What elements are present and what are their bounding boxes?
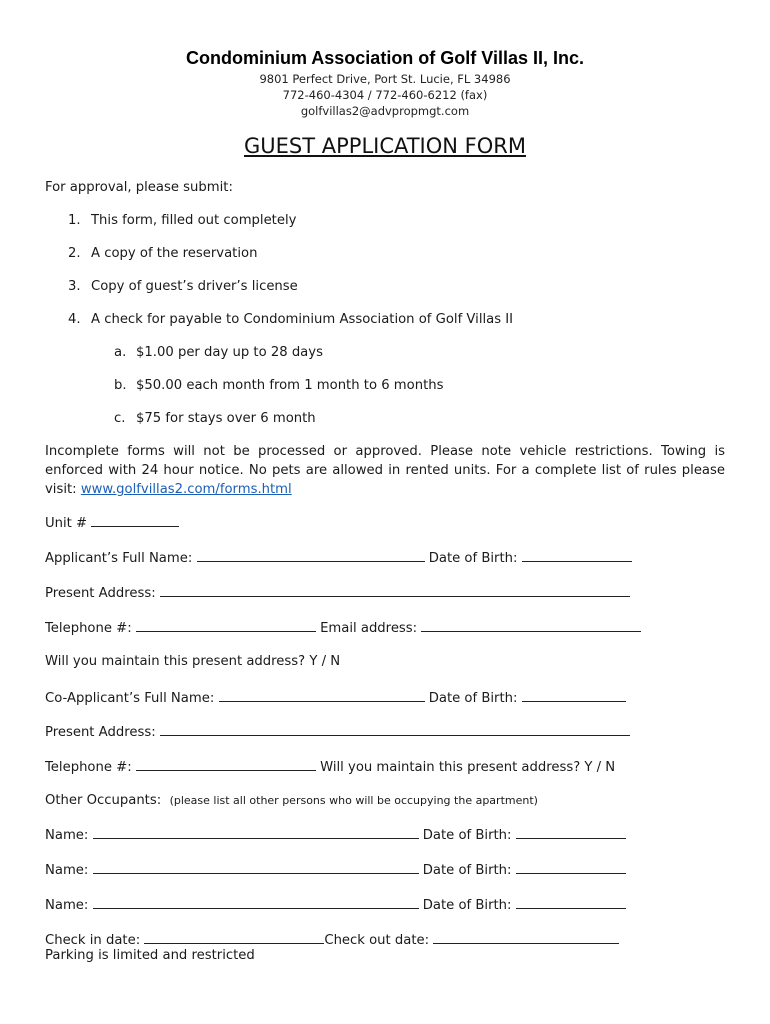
form-title: GUEST APPLICATION FORM — [244, 134, 526, 158]
occupant-3-name-blank[interactable] — [93, 896, 419, 909]
occupant-2-dob-label: Date of Birth: — [422, 863, 512, 878]
occupant-row-1 — [45, 826, 626, 843]
requirement-2-text: A copy of the reservation — [91, 246, 258, 261]
applicant-dob-blank[interactable] — [522, 549, 632, 562]
occupant-3-name-label: Name: — [45, 898, 89, 913]
parking-note: Parking is limited and restricted — [45, 948, 255, 963]
occupant-1-dob-label: Date of Birth: — [422, 828, 512, 843]
notice-paragraph — [45, 442, 725, 499]
requirement-4-number: 4. — [68, 312, 81, 327]
co-applicant-address-blank[interactable] — [160, 723, 630, 736]
association-email: golfvillas2@advpropmgt.com — [300, 104, 470, 118]
occupant-1-name-label: Name: — [45, 828, 89, 843]
co-applicant-telephone-blank[interactable] — [136, 758, 316, 771]
check-in-label: Check in date: — [45, 933, 141, 948]
co-applicant-dob-blank[interactable] — [522, 689, 626, 702]
applicant-dob-label: Date of Birth: — [428, 551, 518, 566]
applicant-name-blank[interactable] — [197, 549, 425, 562]
occupant-3-dob-blank[interactable] — [516, 896, 626, 909]
applicant-row — [45, 549, 632, 566]
requirement-4-text: A check for payable to Condominium Association of Golf Villas II — [91, 312, 514, 327]
applicant-email-label: Email address: — [320, 621, 418, 636]
other-occupants-label: Other Occupants: — [45, 793, 162, 808]
co-applicant-row — [45, 689, 626, 706]
unit-field[interactable] — [45, 514, 179, 531]
co-applicant-address-row — [45, 723, 630, 740]
occupant-2-name-label: Name: — [45, 863, 89, 878]
forms-link[interactable]: www.golfvillas2.com/forms.html — [80, 482, 292, 497]
check-out-blank[interactable] — [433, 931, 619, 944]
applicant-address-label: Present Address: — [45, 586, 156, 601]
association-title: Condominium Association of Golf Villas II, Inc. — [185, 48, 585, 68]
other-occupants-heading — [45, 793, 538, 808]
fee-b-letter: b. — [114, 378, 127, 393]
occupant-1-name-blank[interactable] — [93, 826, 419, 839]
applicant-telephone-blank[interactable] — [136, 619, 316, 632]
applicant-telephone-label: Telephone #: — [45, 621, 132, 636]
occupant-2-dob-blank[interactable] — [516, 861, 626, 874]
requirement-1-number: 1. — [68, 213, 81, 228]
check-out-label: Check out date: — [324, 933, 430, 948]
stay-dates-row — [45, 931, 619, 948]
co-applicant-maintain-address: Will you maintain this present address? Y / N — [320, 760, 616, 775]
requirement-3-number: 3. — [68, 279, 81, 294]
unit-label: Unit # — [45, 516, 88, 531]
association-address: 9801 Perfect Drive, Port St. Lucie, FL 34986 — [259, 72, 511, 86]
fee-c-text: $75 for stays over 6 month — [136, 411, 316, 426]
association-phone: 772-460-4304 / 772-460-6212 (fax) — [282, 88, 488, 102]
requirement-1-text: This form, filled out completely — [91, 213, 297, 228]
notice-text: Incomplete forms will not be processed or approved. Please note vehicle restrictions. Towing is enforced with 24 hour notice. No pets are allowed in rented units. For a complete list of rules please visit: — [45, 444, 725, 497]
co-applicant-dob-label: Date of Birth: — [428, 691, 518, 706]
unit-blank[interactable] — [91, 514, 179, 527]
applicant-email-blank[interactable] — [421, 619, 641, 632]
co-applicant-name-label: Co-Applicant’s Full Name: — [45, 691, 215, 706]
applicant-address-blank[interactable] — [160, 584, 630, 597]
co-applicant-address-label: Present Address: — [45, 725, 156, 740]
other-occupants-note: (please list all other persons who will be occupying the apartment) — [169, 794, 538, 807]
fee-a-letter: a. — [114, 345, 127, 360]
fee-c-letter: c. — [114, 411, 126, 426]
co-applicant-telephone-label: Telephone #: — [45, 760, 132, 775]
applicant-address-row — [45, 584, 630, 601]
occupant-row-3 — [45, 896, 626, 913]
fee-b-text: $50.00 each month from 1 month to 6 months — [136, 378, 444, 393]
occupant-1-dob-blank[interactable] — [516, 826, 626, 839]
applicant-name-label: Applicant’s Full Name: — [45, 551, 193, 566]
requirement-3-text: Copy of guest’s driver’s license — [91, 279, 298, 294]
intro-text: For approval, please submit: — [45, 180, 233, 195]
co-applicant-name-blank[interactable] — [219, 689, 425, 702]
applicant-contact-row — [45, 619, 641, 636]
applicant-maintain-address: Will you maintain this present address? Y / N — [45, 654, 341, 669]
occupant-row-2 — [45, 861, 626, 878]
co-applicant-contact-row — [45, 758, 615, 775]
occupant-2-name-blank[interactable] — [93, 861, 419, 874]
requirement-2-number: 2. — [68, 246, 81, 261]
fee-a-text: $1.00 per day up to 28 days — [136, 345, 323, 360]
check-in-blank[interactable] — [144, 931, 324, 944]
occupant-3-dob-label: Date of Birth: — [422, 898, 512, 913]
